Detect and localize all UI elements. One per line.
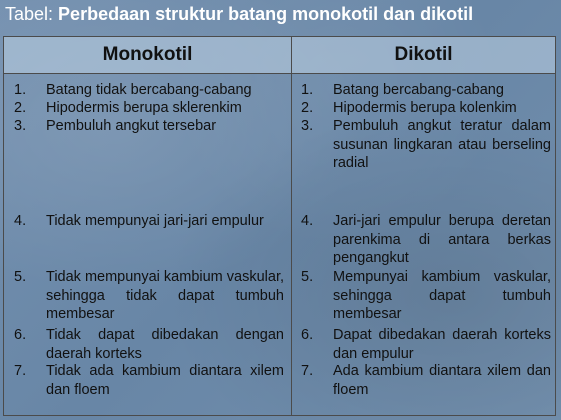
- slide-title: [5, 4, 473, 25]
- table-header-row: [4, 37, 555, 74]
- header-monokotil: Monokotil: [102, 44, 193, 65]
- monokotil-column: 1. Batang tidak bercabang-cabang 2. Hipodermis berupa sklerenkim 3. Pembuluh angkut tersebar 4. Tidak mempunyai jari-jari empulur 5. Tidak mempunyai kambium vaskular, sehingga tidak dapat tumbuh membesar 6. Tidak dapat dibedakan dengan daerah korteks 7. Tidak ada kambium diantara xilem dan floem: [14, 82, 284, 398]
- title-prefix: Tabel:: [5, 4, 59, 24]
- header-dikotil: Dikotil: [394, 44, 453, 65]
- dikotil-column: 1. Batang bercabang-cabang 2. Hipodermis berupa kolenkim 3. Pembuluh angkut teratur dalam susunan lingkaran atau berseling radial 4. Jari-jari empulur berupa deretan parenkima di antara berkas pengangkut 5. Mempunyai kambium vaskular, sehingga dapat tumbuh membesar 6. Dapat dibedakan daerah korteks dan empulur 7. Ada kambium diantara xilem dan floem: [301, 82, 551, 398]
- comparison-table: [3, 36, 556, 416]
- title-main: Perbedaan struktur batang monokotil dan dikotil: [58, 4, 474, 24]
